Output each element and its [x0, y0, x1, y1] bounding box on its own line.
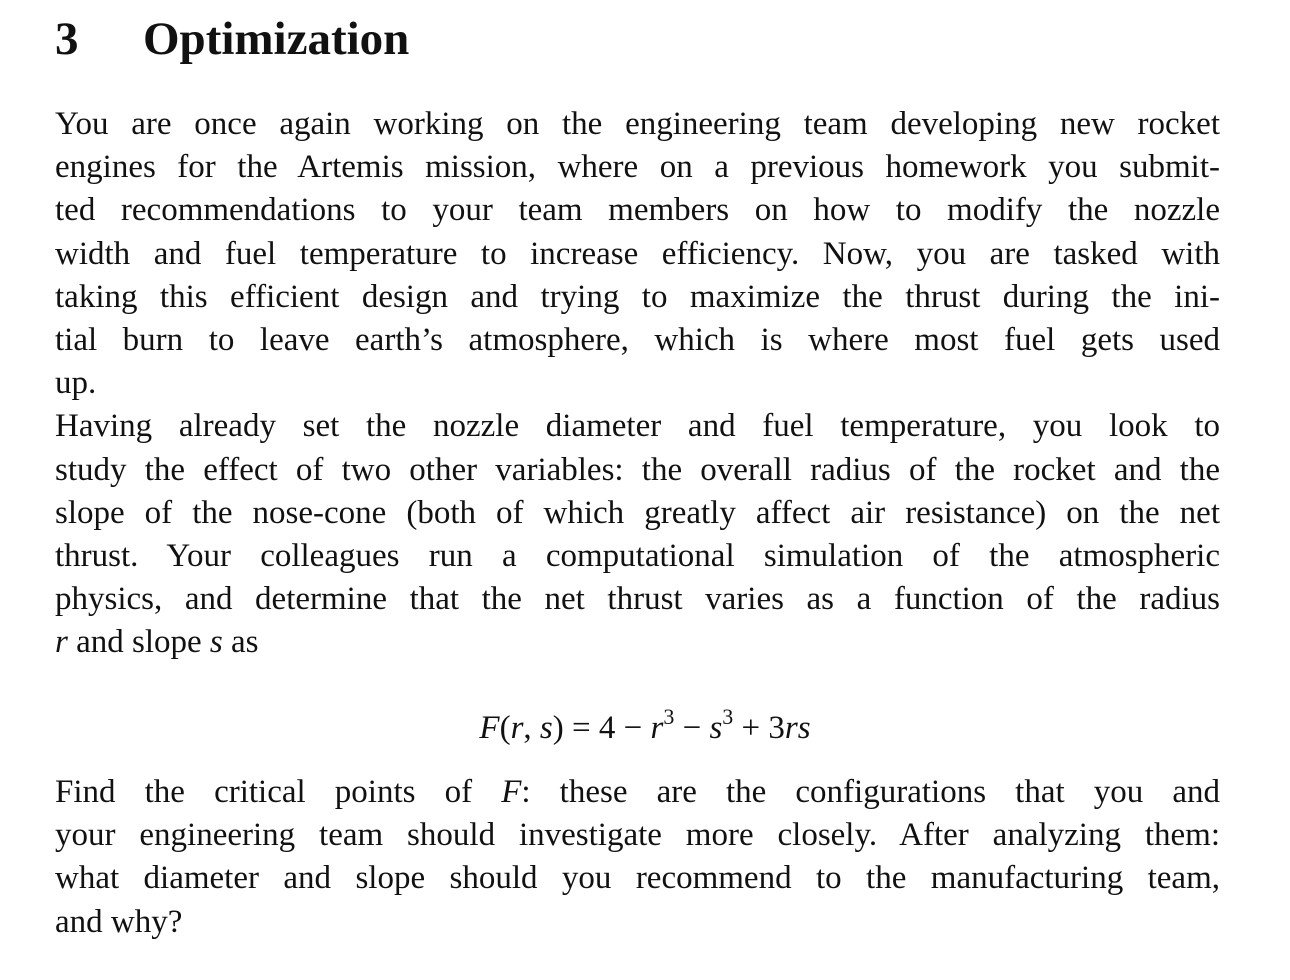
text-line: what diameter and slope should you recommend to the manufacturing team,	[55, 860, 1220, 897]
text-line: width and fuel temperature to increase efficiency. Now, you are tasked with	[55, 235, 1220, 272]
text-line: thrust. Your colleagues run a computational simulation of the atmospheric	[55, 537, 1220, 574]
text-line: ted recommendations to your team members on how to modify the nozzle	[55, 192, 1220, 229]
text-line	[55, 771, 1220, 814]
text-line: taking this efficient design and trying to maximize the thrust during the ini-	[55, 278, 1220, 315]
text-segment: : these are the configurations that you and	[521, 774, 1221, 810]
text-line: study the effect of two other variables: the overall radius of the rocket and the	[55, 451, 1220, 488]
text-line	[55, 621, 1220, 664]
text-segment: Find the critical points of	[55, 774, 502, 810]
problem-paragraph-1	[55, 103, 1220, 664]
problem-paragraph-2	[55, 771, 1220, 944]
math-variable: F	[501, 774, 522, 810]
text-line: slope of the nose-cone (both of which greatly affect air resistance) on the net	[55, 494, 1220, 531]
text-line: Having already set the nozzle diameter and fuel temperature, you look to	[55, 408, 1220, 445]
text-segment: as	[222, 624, 259, 661]
text-line: up.	[55, 365, 97, 402]
text-line: and why?	[55, 903, 183, 940]
section-number: 3	[55, 13, 79, 65]
text-line: your engineering team should investigate more closely. After analyzing them:	[55, 817, 1220, 854]
math-variable: r	[55, 624, 68, 661]
math-variable: s	[209, 624, 223, 661]
text-line: You are once again working on the engineering team developing new rocket	[55, 106, 1220, 142]
text-line: engines for the Artemis mission, where on a previous homework you submit-	[55, 149, 1220, 186]
section-heading	[55, 12, 409, 66]
text-line: physics, and determine that the net thrust varies as a function of the radius	[55, 581, 1220, 618]
equation: F(r, $s) = 4 - r^3 - s^3 + 3rs$	[479, 704, 811, 746]
section-title: Optimization	[143, 13, 410, 65]
text-segment: and slope	[67, 624, 210, 661]
text-line: tial burn to leave earth’s atmosphere, which is where most fuel gets used	[55, 321, 1220, 358]
